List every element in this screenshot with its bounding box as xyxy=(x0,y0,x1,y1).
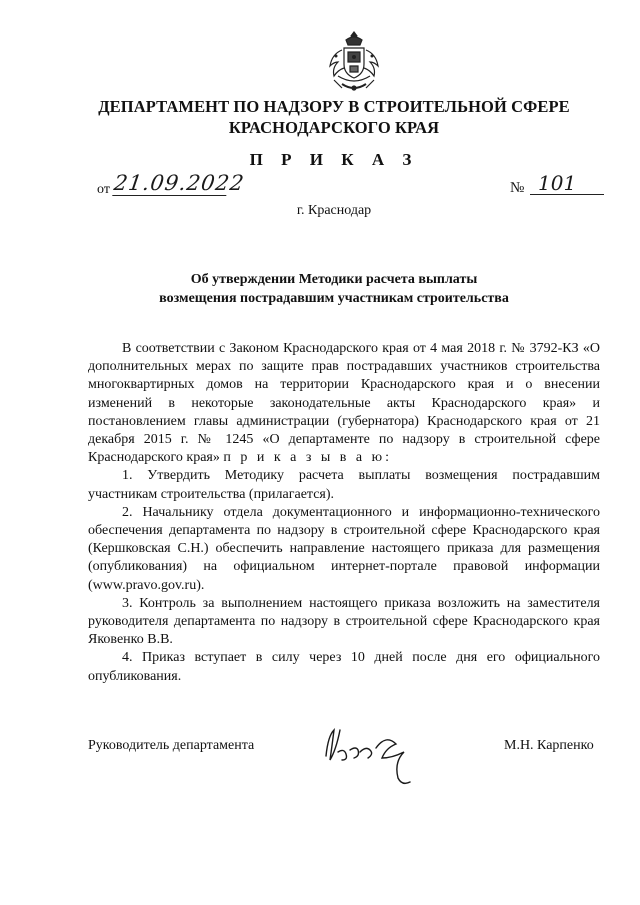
item-2: 2. Начальнику отдела документационного и информационно-технического обеспечения департамента по надзору в строительной сфере Краснодарского края (Кершковская С.Н.) обеспечить направление настоящего приказа для размещения (опубликования) на официальном интернет-портале правовой информации (www.pravo.gov.ru). xyxy=(88,504,600,593)
item-1: 1. Утвердить Методику расчета выплаты возмещения пострадавшим участникам строительства (прилагается). xyxy=(88,468,600,502)
document-body xyxy=(88,340,600,686)
signatory-name: М.Н. Карпенко xyxy=(504,738,594,753)
number-prefix: № xyxy=(510,180,525,196)
item-4: 4. Приказ вступает в силу через 10 дней после дня его официального опубликования. xyxy=(88,650,600,684)
order-word: п р и к а з ы в а ю: xyxy=(223,450,392,466)
subject-line2: возмещения пострадавшим участникам строительства xyxy=(159,291,509,306)
krasnodar-coat-of-arms-icon xyxy=(324,30,384,94)
signatory-role: Руководитель департамента xyxy=(88,738,255,753)
preamble-paragraph xyxy=(88,340,600,467)
org-name-line2: КРАСНОДАРСКОГО КРАЯ xyxy=(228,118,440,137)
document-type-title: П Р И К А З xyxy=(249,150,419,169)
handwritten-date: 21.09.2022 xyxy=(112,171,247,195)
city-label: г. Краснодар xyxy=(296,203,372,218)
handwritten-signature-icon xyxy=(320,712,440,792)
handwritten-order-number: 101 xyxy=(530,171,604,195)
preamble-text: В соответствии с Законом Краснодарского края от 4 мая 2018 г. № 3792-КЗ «О дополнительных мерах по защите прав пострадавших участников строительства многоквартирных домов на территории Краснодарского края и о внесении изменений в некоторые законодательные акты Краснодарского края» и постановлением главы администрации (губернатора) Краснодарского края от 21 декабря 2015 г. № 1245 «О департаменте по надзору в строительной сфере Краснодарского края» xyxy=(88,341,600,466)
date-prefix: от xyxy=(97,182,110,197)
org-name-line1: ДЕПАРТАМЕНТ ПО НАДЗОРУ В СТРОИТЕЛЬНОЙ СФЕРЕ xyxy=(98,97,570,116)
subject-line1: Об утверждении Методики расчета выплаты xyxy=(190,272,478,287)
item-3: 3. Контроль за выполнением настоящего приказа возложить на заместителя руководителя департамента по надзору в строительной сфере Краснодарского края Яковенко В.В. xyxy=(88,595,600,648)
